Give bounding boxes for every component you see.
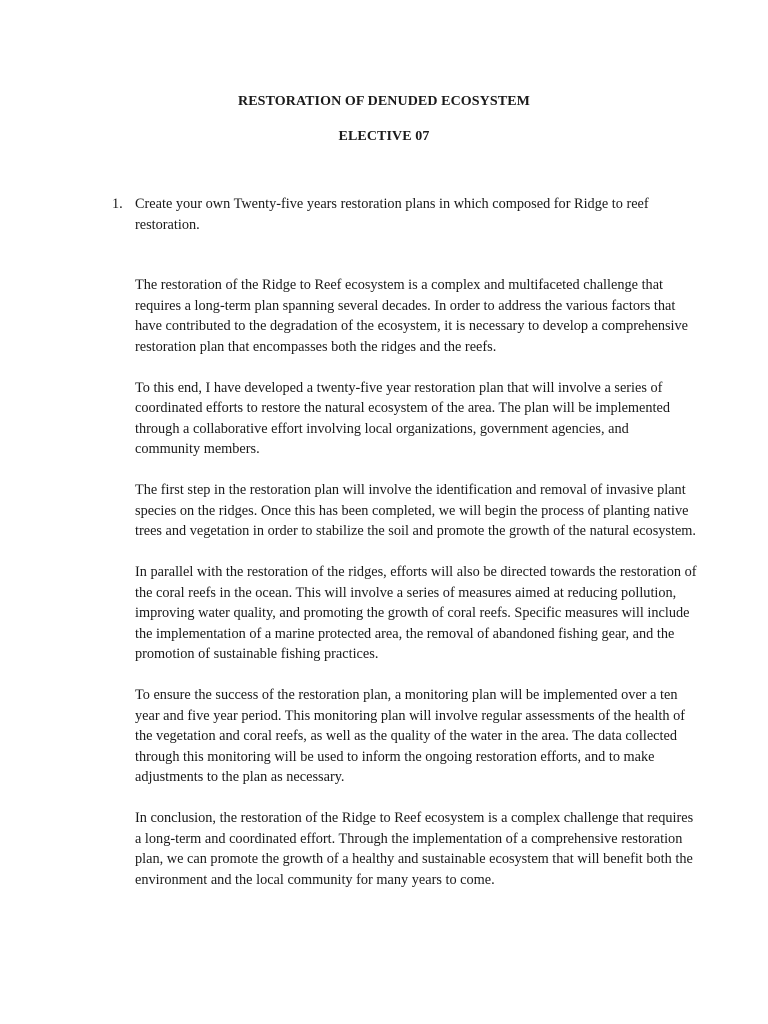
answer-body (135, 275, 697, 911)
document-title: RESTORATION OF DENUDED ECOSYSTEM (238, 94, 530, 109)
paragraph-plan-overview: To this end, I have developed a twenty-five year restoration plan that will involve a series of coordinated efforts to restore the natural ecosystem of the area. The plan will be implemented through a collaborative effort involving local organizations, government agencies, and community members. (135, 379, 671, 457)
paragraph-ridge-restoration: The first step in the restoration plan will involve the identification and removal of invasive plant species on the ridges. Once this has been completed, we will begin the process of planting native trees and vegetation in order to stabilize the soil and promote the growth of the natural ecosystem. (135, 482, 696, 539)
question-number: 1. (112, 196, 123, 212)
question-text: Create your own Twenty-five years restoration plans in which composed for Ridge to reef restoration. (135, 196, 649, 233)
question-item (112, 194, 692, 235)
paragraph-monitoring: To ensure the success of the restoration plan, a monitoring plan will be implemented over a ten year and five year period. This monitoring plan will involve regular assessments of the health of the vegetation and coral reefs, as well as the quality of the water in the area. The data collected through this monitoring will be used to inform the ongoing restoration efforts, and to make adjustments to the plan as necessary. (135, 687, 686, 785)
paragraph-conclusion: In conclusion, the restoration of the Ridge to Reef ecosystem is a complex challenge that requires a long-term and coordinated effort. Through the implementation of a comprehensive restoration plan, we can promote the growth of a healthy and sustainable ecosystem that will benefit both the environment and the local community for many years to come. (135, 810, 694, 888)
paragraph-reef-restoration: In parallel with the restoration of the ridges, efforts will also be directed towards the restoration of the coral reefs in the ocean. This will involve a series of measures aimed at reducing pollution, improving water quality, and promoting the growth of coral reefs. Specific measures will include the implementation of a marine protected area, the removal of abandoned fishing gear, and the promotion of sustainable fishing practices. (135, 564, 697, 662)
paragraph-intro: The restoration of the Ridge to Reef ecosystem is a complex and multifaceted challenge that requires a long-term plan spanning several decades. In order to address the various factors that have contributed to the degradation of the ecosystem, it is necessary to develop a comprehensive restoration plan that encompasses both the ridges and the reefs. (135, 277, 689, 355)
document-subtitle: ELECTIVE 07 (338, 129, 430, 144)
